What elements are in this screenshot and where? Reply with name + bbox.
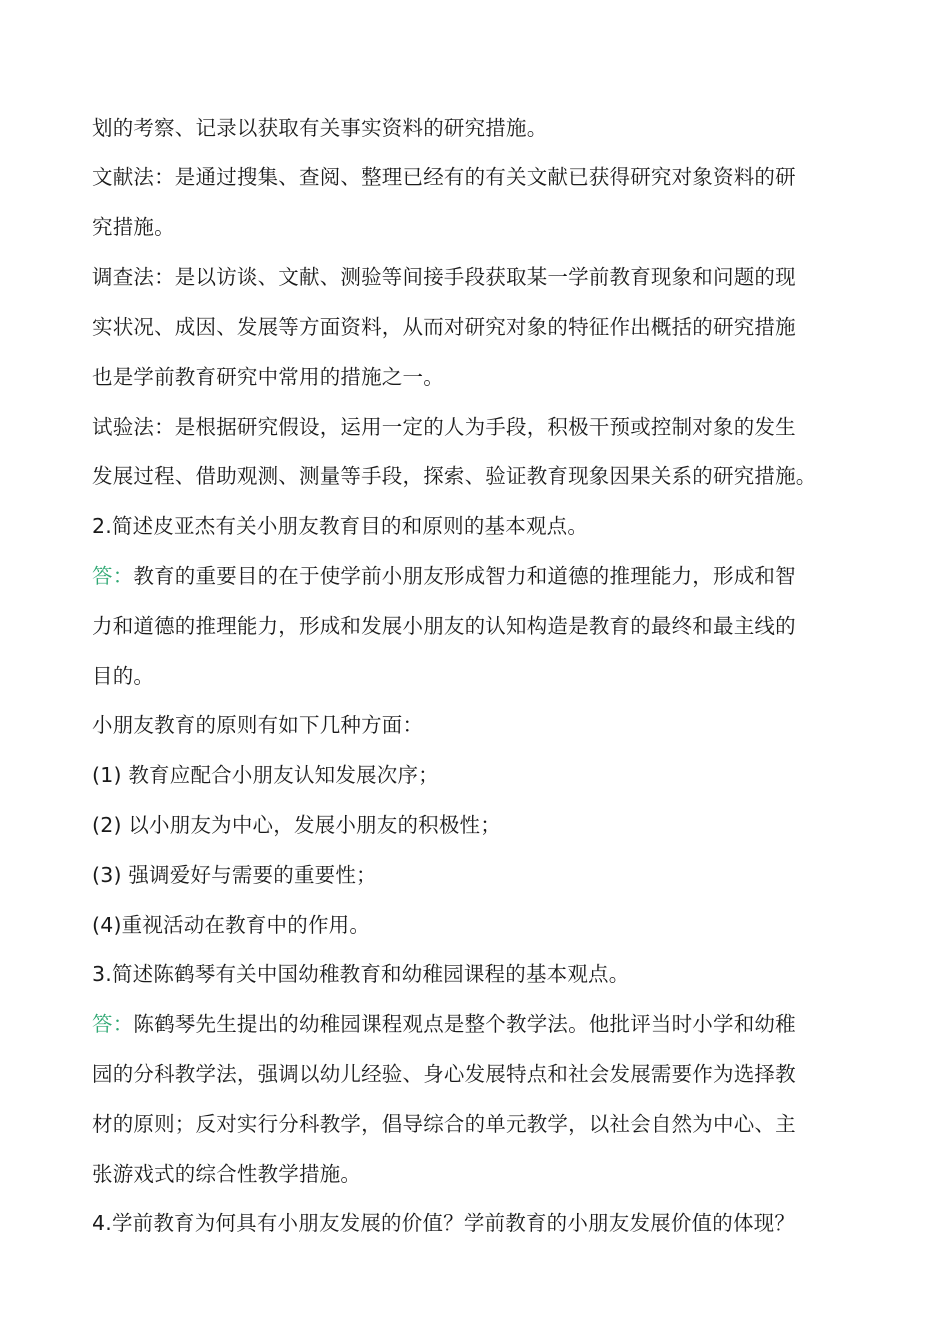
text-line: 划的考察、记录以获取有关事实资料的研究措施。 xyxy=(92,116,548,140)
text-line: 张游戏式的综合性教学措施。 xyxy=(92,1162,362,1186)
text-line: 力和道德的推理能力，形成和发展小朋友的认知构造是教育的最终和最主线的 xyxy=(92,614,796,638)
list-item: (3) 强调爱好与需要的重要性； xyxy=(92,863,377,887)
answer-label: 答： xyxy=(92,1012,134,1036)
answer-text: 陈鹤琴先生提出的幼稚园课程观点是整个教学法。他批评当时小学和幼稚 xyxy=(133,1012,796,1036)
text-line: 实状况、成因、发展等方面资料，从而对研究对象的特征作出概括的研究措施 xyxy=(92,315,796,339)
answer-text: 教育的重要目的在于使学前小朋友形成智力和道德的推理能力，形成和智 xyxy=(133,564,796,588)
list-item: (1) 教育应配合小朋友认知发展次序； xyxy=(92,763,439,787)
text-line: 调查法：是以访谈、文献、测验等间接手段获取某一学前教育现象和问题的现 xyxy=(92,265,796,289)
list-item: (2) 以小朋友为中心，发展小朋友的积极性； xyxy=(92,813,501,837)
text-line: 试验法：是根据研究假设，运用一定的人为手段，积极干预或控制对象的发生 xyxy=(92,415,796,439)
answer-line xyxy=(92,561,892,591)
text-line: 文献法：是通过搜集、查阅、整理已经有的有关文献已获得研究对象资料的研 xyxy=(92,165,796,189)
text-line: 究措施。 xyxy=(92,215,175,239)
answer-label: 答： xyxy=(92,564,134,588)
text-line: 目的。 xyxy=(92,664,155,688)
question-heading: 2.简述皮亚杰有关小朋友教育目的和原则的基本观点。 xyxy=(92,514,589,538)
text-line: 发展过程、借助观测、测量等手段，探索、验证教育现象因果关系的研究措施。 xyxy=(92,464,817,488)
text-line: 材的原则；反对实行分科教学，倡导综合的单元教学，以社会自然为中心、主 xyxy=(92,1112,796,1136)
list-item: (4)重视活动在教育中的作用。 xyxy=(92,913,371,937)
text-line: 小朋友教育的原则有如下几种方面： xyxy=(92,713,424,737)
text-line: 园的分科教学法，强调以幼儿经验、身心发展特点和社会发展需要作为选择教 xyxy=(92,1062,796,1086)
question-heading: 3.简述陈鹤琴有关中国幼稚教育和幼稚园课程的基本观点。 xyxy=(92,962,630,986)
answer-line xyxy=(92,1009,892,1039)
text-line: 也是学前教育研究中常用的措施之一。 xyxy=(92,365,444,389)
question-heading: 4.学前教育为何具有小朋友发展的价值？学前教育的小朋友发展价值的体现？ xyxy=(92,1211,796,1235)
